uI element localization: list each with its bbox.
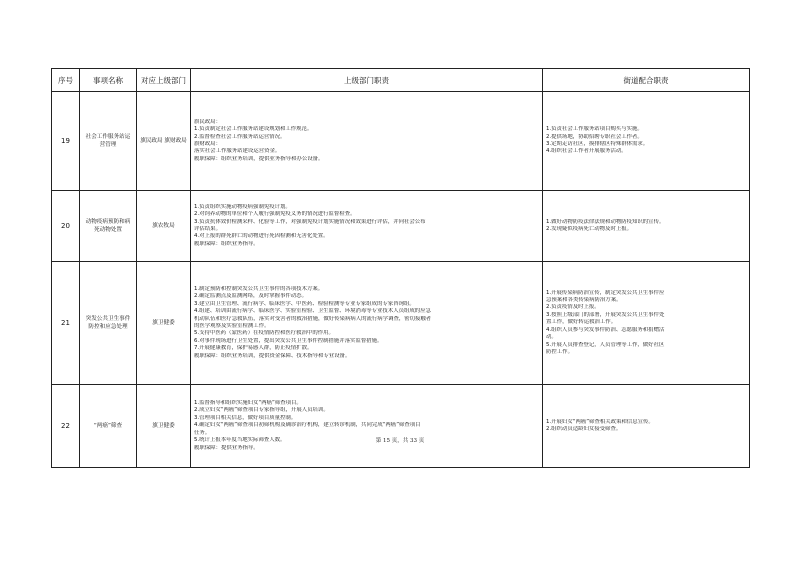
- header-serial: 序号: [52, 69, 80, 92]
- row-superior-duties: [191, 191, 543, 262]
- table-row: [52, 385, 750, 468]
- row-department: 旗卫健委: [137, 262, 191, 385]
- row-superior-duties: [191, 92, 543, 191]
- coop-line: 2.组织动员适龄妇女接受筛查。: [546, 426, 622, 432]
- row-superior-duties: [191, 385, 543, 468]
- coop-line: 4.组织人员参与突发事件防治、志愿服务和捐赠活: [546, 326, 665, 333]
- row-serial: 19: [52, 92, 80, 191]
- row-department: 旗民政局 旗财政局: [137, 92, 191, 191]
- row-street-duties: [543, 191, 750, 262]
- coop-line: 1.负责社会工作服务站项目购买与实施。: [546, 126, 643, 133]
- row-street-duties: [543, 385, 750, 468]
- coop-line: 2.负责疫情及时上报。: [546, 304, 600, 311]
- row-department: 旗农牧局: [137, 191, 191, 262]
- duty-line: 2.对饲养动物的单位和个人履行强制免疫义务的情况进行监督检查。: [194, 211, 356, 218]
- table-row: [52, 191, 750, 262]
- table-row: [52, 262, 750, 385]
- duty-line: 1.负责组织实施动物疫病强制免疫计划。: [194, 203, 291, 210]
- row-item-name: 社会工作服务站运营管理: [80, 92, 137, 191]
- duty-line: 3.负责抗体效价检测采样、化验等工作，对强制免疫计划实施情况和效果进行评估，并向社会公布: [194, 218, 426, 225]
- row-serial: 22: [52, 385, 80, 468]
- duty-line: 的医学观察及实验室检测工作。: [194, 323, 270, 329]
- page-footer: 第 15 页，共 33 页: [375, 438, 425, 444]
- row-item-name: 动物疫病预防和病死动物处置: [80, 191, 137, 262]
- duty-line: 4.确定妇女“两癌”筛查项目初筛机构及确诊治疗机构，建立转诊机制，共同完成“两癌”筛查项目: [194, 422, 421, 429]
- header-department: 对应上级部门: [137, 69, 191, 92]
- coop-line: 1.做好动物防疫法律法规和动物防疫知识的宣传。: [546, 218, 665, 225]
- duty-line: 任务。: [194, 429, 211, 436]
- coop-line: 1.开展传染病防治宣传，制定突发公共卫生事件应: [546, 289, 665, 296]
- coop-line: 2.发现疑似疫病死亡动物及时上报。: [546, 226, 633, 232]
- duty-line: 履职保障：提供业务指导。: [194, 444, 259, 451]
- responsibility-table: [51, 68, 750, 468]
- header-street-duties: 街道配合职责: [543, 69, 750, 92]
- duty-line: 5.支持中医药（蒙医药）在疫情防控和医疗救治中的作用。: [194, 330, 334, 337]
- row-street-duties: [543, 262, 750, 385]
- duty-line: 1.监督指导和组织实施妇女“两癌”筛查项目。: [194, 400, 302, 407]
- coop-line: 3.按照上级部门的部署，开展突发公共卫生事件处: [546, 311, 665, 318]
- duty-line: 5.统计上报本年度当地实际筛查人数。: [194, 437, 286, 444]
- duty-line: 3.管理项目相关信息，做好项目质量控制。: [194, 414, 297, 421]
- duty-line: 评估结果。: [194, 226, 221, 232]
- duty-line: 3.建立由卫生管理、流行病学、临床医学、中医药、检验检测等专业专家组成的专家咨询组。: [194, 300, 415, 307]
- duty-line: 2.成立妇女“两癌”筛查项目专家指导组，开展人员培训。: [194, 407, 329, 414]
- duty-line: 旗财政局：: [194, 141, 221, 147]
- duty-line: 履职保障：组织业务指导。: [194, 240, 259, 247]
- coop-line: 动。: [546, 334, 557, 341]
- coop-line: 5.开展人员排查登记，人员管理等工作，做好社区: [546, 341, 665, 348]
- coop-line: 防控工作。: [546, 348, 573, 355]
- header-superior-duties: 上级部门职责: [191, 69, 543, 92]
- row-superior-duties: [191, 262, 543, 385]
- row-item-name: “两癌”筛查: [80, 385, 137, 468]
- duty-line: 2.确定监测点及监测网络，及时掌握事件动态。: [194, 293, 307, 300]
- duty-line: 机动队伍和医疗急救队伍，落实对受害者的救治措施，做好传染病病人的流行病学调查，密切接触者: [194, 315, 432, 322]
- coop-line: 置工作，做好转运救治工作。: [546, 319, 617, 326]
- duty-line: 落实社会工作服务站建设运营资金。: [194, 148, 281, 155]
- row-item-name: 突发公共卫生事件防控和应急处理: [80, 262, 137, 385]
- row-serial: 20: [52, 191, 80, 262]
- duty-line: 2.监督检查社会工作服务站运营情况。: [194, 133, 286, 140]
- duty-line: 1.制定预防和控制突发公共卫生事件的各项技术方案。: [194, 285, 324, 292]
- duty-line: 1.负责制定社会工作服务站建设规划和工作规范。: [194, 126, 313, 133]
- coop-line: 3.定期走访社区，摸排辖区特殊群体需求。: [546, 141, 649, 147]
- duty-line: 履职保障：组织业务培训，提供业务指导和办公设备。: [194, 155, 324, 162]
- duty-line: 4.对上报的群死群亡的动物进行死因检测和无害化处置。: [194, 233, 329, 240]
- row-serial: 21: [52, 262, 80, 385]
- coop-line: 急预案和各类传染病防治方案。: [546, 297, 622, 304]
- duty-line: 履职保障：组织业务培训，提供资金保障、技术指导和专业设备。: [194, 352, 351, 359]
- row-department: 旗卫健委: [137, 385, 191, 468]
- duty-line: 7.开展健康教育，保护易感人群，防止疫情扩散。: [194, 345, 313, 352]
- duty-line: 4.组建、培训由流行病学、临床医学、实验室检验、卫生监督、环境消毒等专业技术人员组成的应急: [194, 308, 431, 315]
- duty-line: 旗民政局：: [194, 118, 221, 125]
- table-header-row: [52, 69, 750, 92]
- coop-line: 1.开展妇女“两癌”筛查相关政策和信息宣传。: [546, 418, 654, 425]
- row-street-duties: [543, 92, 750, 191]
- table-row: [52, 92, 750, 191]
- coop-line: 4.组织社会工作者开展服务活动。: [546, 148, 627, 155]
- coop-line: 2.提供场地，协助招聘专职社会工作者。: [546, 133, 643, 140]
- header-item-name: 事项名称: [80, 69, 137, 92]
- duty-line: 6.对事件现场进行卫生处置，提出突发公共卫生事件控制措施并落实监督措施。: [194, 337, 383, 344]
